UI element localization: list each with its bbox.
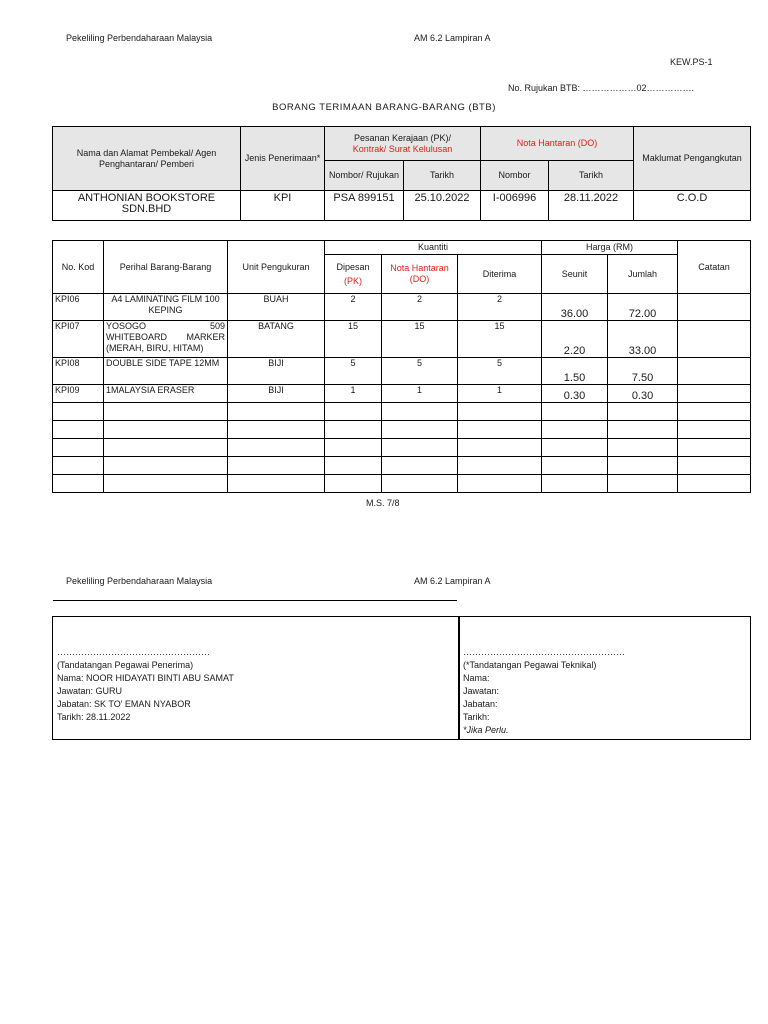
order-ref-subheader: Nombor/ Rujukan bbox=[325, 161, 404, 191]
total-header: Jumlah bbox=[608, 255, 678, 294]
receiver-date: Tarikh: 28.11.2022 bbox=[57, 712, 131, 722]
empty-row bbox=[53, 475, 751, 493]
page2-header-center: AM 6.2 Lampiran A bbox=[414, 576, 491, 586]
signature-label: (*Tandatangan Pegawai Teknikal) bbox=[463, 660, 597, 670]
item-notes bbox=[678, 294, 751, 321]
header-divider bbox=[53, 600, 457, 601]
item-notes bbox=[678, 358, 751, 385]
order-date-subheader: Tarikh bbox=[404, 161, 481, 191]
quantity-header: Kuantiti bbox=[325, 241, 542, 255]
page2-header-left: Pekeliling Perbendaharaan Malaysia bbox=[66, 576, 213, 586]
item-received: 5 bbox=[458, 358, 542, 385]
item-code: KPI09 bbox=[53, 385, 104, 403]
item-total: 72.00 bbox=[608, 294, 678, 321]
signature-dots: …………………………………………… bbox=[57, 647, 210, 657]
empty-row bbox=[53, 421, 751, 439]
item-unit-price: 36.00 bbox=[542, 294, 608, 321]
technical-name: Nama: bbox=[463, 673, 490, 683]
delivery-note-header: Nota Hantaran (DO) bbox=[481, 127, 634, 161]
price-header: Harga (RM) bbox=[542, 241, 678, 255]
item-notes bbox=[678, 385, 751, 403]
table-row bbox=[53, 385, 751, 403]
item-code: KPI06 bbox=[53, 294, 104, 321]
form-title: BORANG TERIMAAN BARANG-BARANG (BTB) bbox=[272, 102, 496, 113]
item-unit-price: 1.50 bbox=[542, 358, 608, 385]
signature-label: (Tandatangan Pegawai Penerima) bbox=[57, 660, 194, 670]
order-date-value: 25.10.2022 bbox=[404, 191, 481, 221]
unit-header: Unit Pengukuran bbox=[228, 241, 325, 294]
transport-value: C.O.D bbox=[634, 191, 751, 221]
do-date-value: 28.11.2022 bbox=[549, 191, 634, 221]
table-row bbox=[53, 294, 751, 321]
item-unit-price: 2.20 bbox=[542, 321, 608, 358]
page-header-center: AM 6.2 Lampiran A bbox=[414, 33, 491, 43]
receiver-signature-box bbox=[52, 616, 460, 740]
item-received: 1 bbox=[458, 385, 542, 403]
do-number-value: I-006996 bbox=[481, 191, 549, 221]
page-number: M.S. 7/8 bbox=[366, 498, 400, 508]
item-total: 7.50 bbox=[608, 358, 678, 385]
item-do-qty: 1 bbox=[382, 385, 458, 403]
item-notes bbox=[678, 321, 751, 358]
item-ordered: 2 bbox=[325, 294, 382, 321]
item-total: 33.00 bbox=[608, 321, 678, 358]
item-description: DOUBLE SIDE TAPE 12MM bbox=[104, 358, 228, 385]
form-code: KEW.PS-1 bbox=[670, 57, 713, 67]
item-ordered: 1 bbox=[325, 385, 382, 403]
unit-price-header: Seunit bbox=[542, 255, 608, 294]
code-header: No. Kod bbox=[53, 241, 104, 294]
receiver-position: Jawatan: GURU bbox=[57, 686, 123, 696]
signature-dots: ……………………………………………… bbox=[463, 647, 625, 657]
receiver-department: Jabatan: SK TO' EMAN NYABOR bbox=[57, 699, 191, 709]
item-unit-price: 0.30 bbox=[542, 385, 608, 403]
receipt-type-header: Jenis Penerimaan* bbox=[241, 127, 325, 191]
receiver-name: Nama: NOOR HIDAYATI BINTI ABU SAMAT bbox=[57, 673, 234, 683]
item-do-qty: 15 bbox=[382, 321, 458, 358]
item-code: KPI08 bbox=[53, 358, 104, 385]
do-date-subheader: Tarikh bbox=[549, 161, 634, 191]
description-header: Perihal Barang-Barang bbox=[104, 241, 228, 294]
order-header bbox=[325, 127, 481, 161]
technical-position: Jawatan: bbox=[463, 686, 500, 696]
item-unit: BIJI bbox=[228, 385, 325, 403]
item-code: KPI07 bbox=[53, 321, 104, 358]
item-unit: BATANG bbox=[228, 321, 325, 358]
order-header-line2: Kontrak/ Surat Kelulusan bbox=[352, 143, 453, 154]
btb-reference: No. Rujukan BTB: ………………02……………. bbox=[508, 83, 695, 93]
supplier-header: Nama dan Alamat Pembekal/ Agen Penghantaran/ Pemberi bbox=[53, 127, 241, 191]
order-header-line1: Pesanan Kerajaan (PK)/ bbox=[353, 132, 452, 143]
table-row bbox=[53, 358, 751, 385]
item-total: 0.30 bbox=[608, 385, 678, 403]
technical-date: Tarikh: bbox=[463, 712, 490, 722]
item-received: 2 bbox=[458, 294, 542, 321]
page-header-left: Pekeliling Perbendaharaan Malaysia bbox=[66, 33, 213, 43]
transport-header: Maklumat Pengangkutan bbox=[634, 127, 751, 191]
item-unit: BIJI bbox=[228, 358, 325, 385]
technical-signature-box bbox=[458, 616, 751, 740]
order-ref-value: PSA 899151 bbox=[325, 191, 404, 221]
technical-department: Jabatan: bbox=[463, 699, 498, 709]
empty-row bbox=[53, 457, 751, 475]
empty-row bbox=[53, 403, 751, 421]
table-row bbox=[53, 321, 751, 358]
item-do-qty: 5 bbox=[382, 358, 458, 385]
optional-note: *Jika Perlu. bbox=[463, 725, 509, 735]
item-description: YOSOGO 509 WHITEBOARD MARKER (MERAH, BIRU, HITAM) bbox=[104, 321, 228, 358]
do-number-subheader: Nombor bbox=[481, 161, 549, 191]
notes-header: Catatan bbox=[678, 241, 751, 294]
ordered-header bbox=[325, 255, 382, 294]
item-description: A4 LAMINATING FILM 100 KEPING bbox=[104, 294, 228, 321]
items-table bbox=[52, 240, 751, 493]
supplier-table bbox=[52, 126, 751, 221]
receipt-type-value: KPI bbox=[241, 191, 325, 221]
item-received: 15 bbox=[458, 321, 542, 358]
ordered-header-label: Dipesan bbox=[336, 261, 370, 272]
empty-row bbox=[53, 439, 751, 457]
item-ordered: 5 bbox=[325, 358, 382, 385]
item-ordered: 15 bbox=[325, 321, 382, 358]
ordered-header-pk: (PK) bbox=[344, 275, 362, 286]
supplier-value: ANTHONIAN BOOKSTORE SDN.BHD bbox=[53, 191, 241, 221]
item-do-qty: 2 bbox=[382, 294, 458, 321]
item-description: 1MALAYSIA ERASER bbox=[104, 385, 228, 403]
received-header: Diterima bbox=[458, 255, 542, 294]
do-qty-header: Nota Hantaran (DO) bbox=[382, 255, 458, 294]
item-unit: BUAH bbox=[228, 294, 325, 321]
